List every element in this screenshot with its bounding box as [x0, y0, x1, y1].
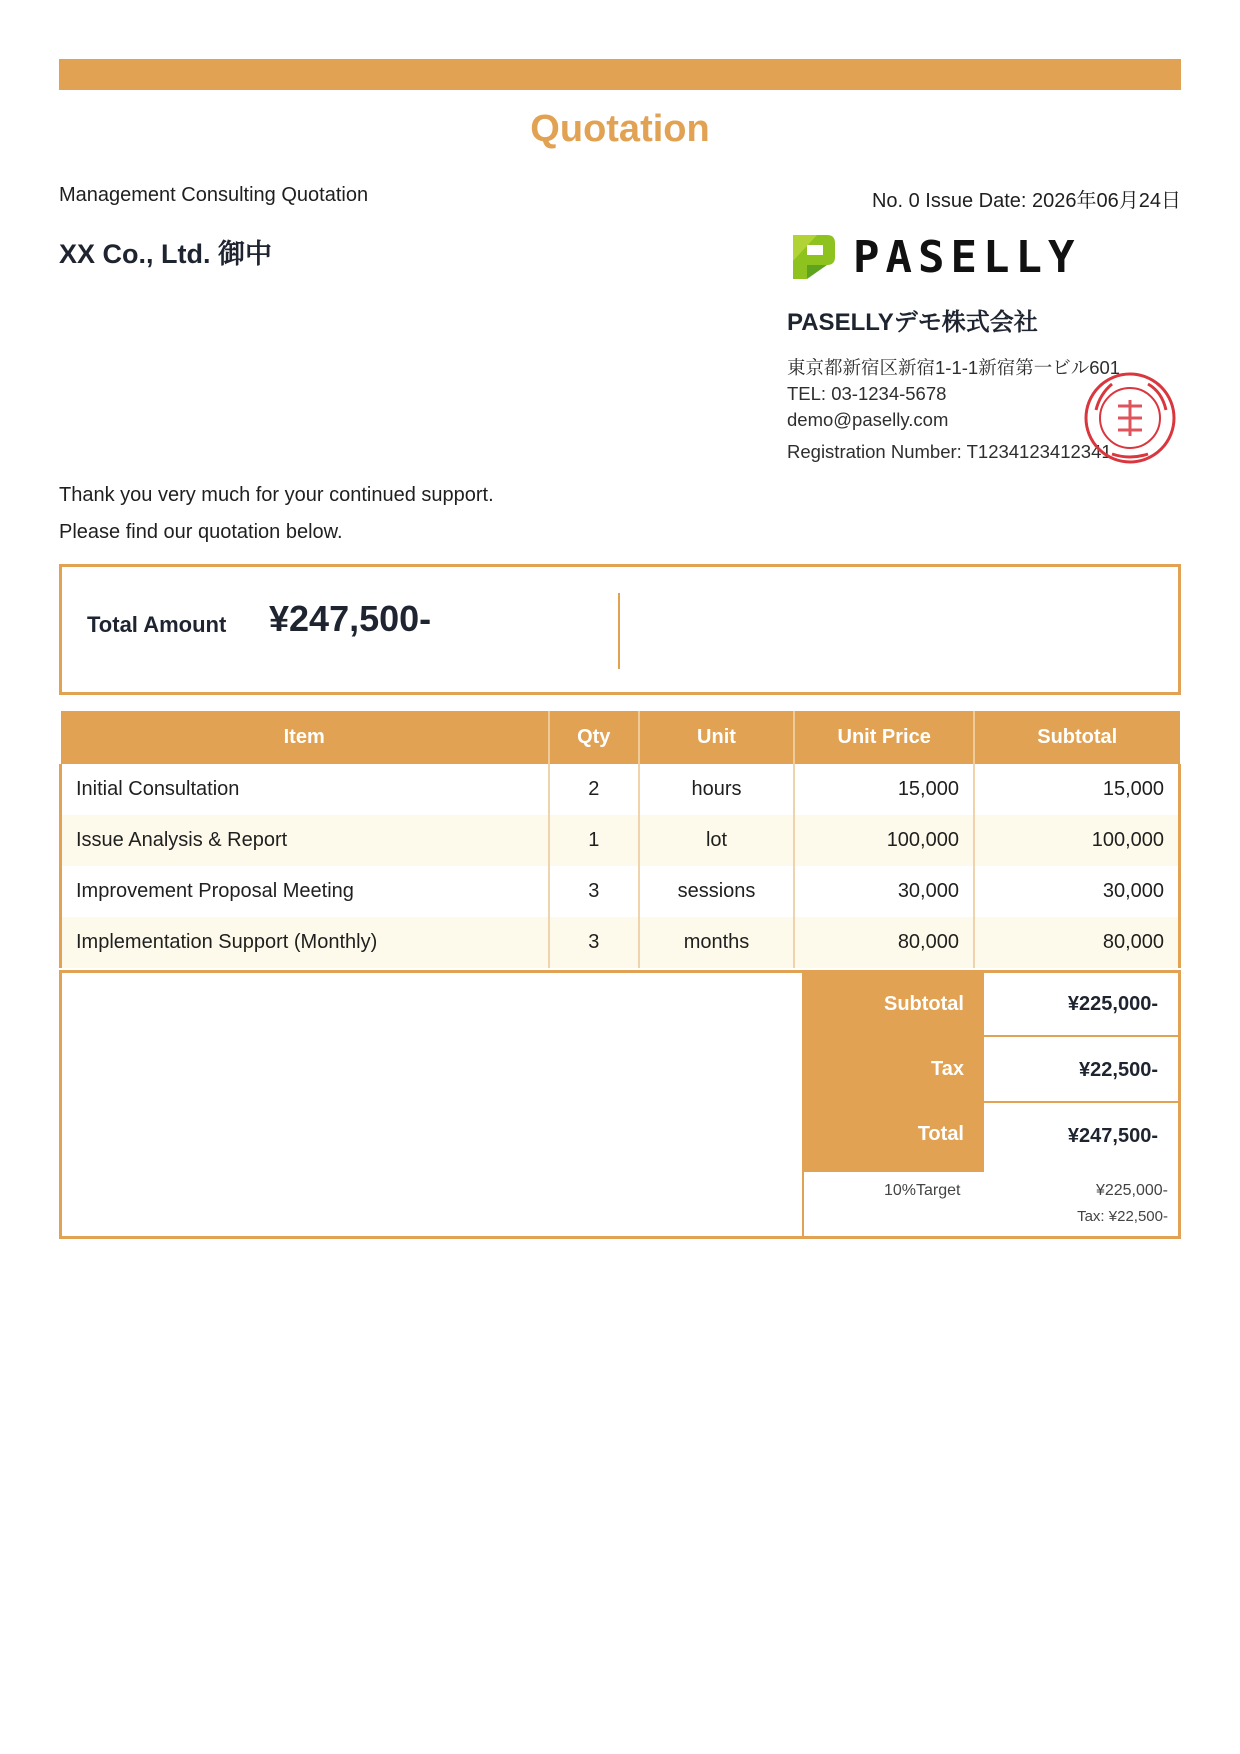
table-header-row	[61, 711, 1180, 764]
summary-section	[59, 970, 1181, 1239]
total-box-divider	[618, 593, 620, 669]
cell-unit: sessions	[639, 866, 795, 917]
header-unit: Unit	[639, 711, 795, 764]
cell-unit-price: 30,000	[794, 866, 974, 917]
header-qty: Qty	[549, 711, 639, 764]
greeting-line-1: Thank you very much for your continued support.	[59, 484, 494, 506]
quotation-subject: Management Consulting Quotation	[59, 184, 369, 206]
table-row	[61, 917, 1180, 968]
summary-labels-column	[804, 973, 984, 1172]
cell-qty: 1	[549, 815, 639, 866]
recipient-name: XX Co., Ltd. 御中	[59, 239, 272, 269]
cell-subtotal: 15,000	[974, 764, 1180, 815]
line-items-table	[59, 711, 1181, 968]
tax-target-label: 10%Target	[884, 1182, 961, 1199]
tax-breakdown	[804, 1172, 1178, 1236]
summary-tax-cell	[984, 1039, 1178, 1103]
paselly-logo-icon	[787, 231, 837, 283]
summary-total-value: ¥247,500-	[1067, 1125, 1158, 1147]
cell-item: Improvement Proposal Meeting	[76, 880, 354, 902]
cell-item: Initial Consultation	[76, 778, 240, 800]
cell-subtotal: 30,000	[974, 866, 1180, 917]
cell-item: Issue Analysis & Report	[61, 815, 549, 866]
greeting-line-2: Please find our quotation below.	[59, 521, 343, 543]
header-unit-price: Unit Price	[794, 711, 974, 764]
logo-wordmark: PASELLY	[853, 231, 1081, 283]
tax-target-amount: ¥225,000-	[1095, 1182, 1168, 1199]
cell-subtotal: 100,000	[974, 815, 1180, 866]
table-row	[61, 815, 1180, 866]
cell-qty: 3	[549, 917, 639, 968]
company-seal-stamp	[1082, 370, 1178, 466]
document-title: Quotation	[530, 108, 710, 150]
company-email: demo@paselly.com	[787, 409, 949, 430]
cell-item: Implementation Support (Monthly)	[61, 917, 549, 968]
table-row	[61, 866, 1180, 917]
greeting-message	[59, 477, 494, 551]
issue-info: No. 0 Issue Date: 2026年06月24日	[871, 190, 1181, 212]
cell-unit: hours	[639, 764, 795, 815]
summary-total-cell	[984, 1105, 1178, 1169]
header-accent-bar	[59, 59, 1181, 90]
cell-unit-price: 80,000	[794, 917, 974, 968]
cell-qty: 3	[549, 866, 639, 917]
cell-qty: 2	[549, 764, 639, 815]
company-name: PASELLYデモ株式会社	[787, 309, 1038, 336]
table-row	[61, 764, 1180, 815]
company-tel: TEL: 03-1234-5678	[787, 383, 947, 404]
header-subtotal: Subtotal	[974, 711, 1180, 764]
summary-total-label: Total	[917, 1123, 964, 1145]
company-address: 東京都新宿区新宿1-1-1新宿第一ビル601	[787, 357, 1121, 378]
summary-subtotal-label: Subtotal	[884, 993, 964, 1015]
registration-number: Registration Number: T1234123412341	[787, 441, 1112, 462]
cell-unit: months	[639, 917, 795, 968]
company-logo	[787, 230, 1187, 284]
cell-unit-price: 100,000	[794, 815, 974, 866]
cell-unit: lot	[639, 815, 795, 866]
tax-target-tax: Tax: ¥22,500-	[1077, 1208, 1168, 1225]
summary-tax-value: ¥22,500-	[1079, 1059, 1158, 1081]
total-amount-label: Total Amount	[87, 612, 227, 637]
summary-subtotal-cell	[984, 973, 1178, 1037]
summary-subtotal-value: ¥225,000-	[1067, 993, 1158, 1015]
total-amount-value: ¥247,500-	[269, 598, 432, 639]
total-amount-box	[59, 564, 1181, 695]
cell-unit-price: 15,000	[794, 764, 974, 815]
cell-subtotal: 80,000	[974, 917, 1180, 968]
summary-tax-label: Tax	[931, 1058, 964, 1080]
header-item: Item	[61, 711, 549, 764]
